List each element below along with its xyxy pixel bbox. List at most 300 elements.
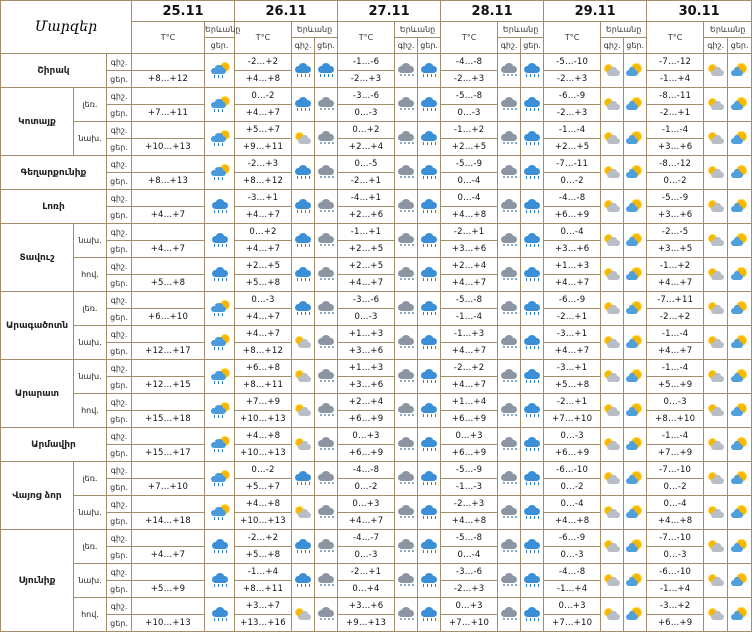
weather-icon-cell [521, 360, 544, 394]
temperature-value: +4…+7 [647, 343, 704, 360]
partly-sunny-icon [601, 505, 623, 521]
sunny-rain-icon [209, 63, 231, 79]
weather-icon-cell [728, 54, 752, 88]
weather-icon-cell [205, 360, 235, 394]
weather-icon-cell [521, 462, 544, 496]
weather-icon-cell [418, 190, 441, 224]
partly-sunny-icon [292, 403, 314, 419]
partly-sunny-icon [705, 369, 727, 385]
temperature-value: -1…-6 [338, 54, 395, 71]
weather-icon-cell [624, 394, 647, 428]
sunny-cloud-icon [624, 369, 646, 385]
partly-sunny-icon [705, 471, 727, 487]
partly-sunny-icon [705, 335, 727, 351]
snow-cloud-icon [395, 573, 417, 589]
weather-icon-cell [601, 530, 624, 564]
weather-icon-cell [292, 598, 315, 632]
weather-icon-cell [315, 190, 338, 224]
weather-icon-cell [418, 292, 441, 326]
partly-sunny-icon [601, 539, 623, 555]
partly-sunny-icon [705, 267, 727, 283]
temperature-value: +1…+3 [338, 360, 395, 377]
temperature-value: +2…+5 [235, 258, 292, 275]
temperature-value: -3…+1 [235, 190, 292, 207]
temperature-value: -6…-10 [647, 564, 704, 581]
weather-icon-cell [624, 88, 647, 122]
zone-label: լեռ. [74, 88, 107, 122]
rain-cloud-icon [418, 63, 440, 79]
rain-cloud-icon [521, 63, 543, 79]
temperature-value: 0…-2 [338, 479, 395, 496]
period-label: ցեր. [107, 581, 132, 598]
temperature-value [132, 156, 205, 173]
temperature-value: +6…+9 [441, 411, 498, 428]
rain-cloud-icon [418, 471, 440, 487]
rain-cloud-icon [292, 471, 314, 487]
region-name: Լոռի [1, 190, 107, 224]
snow-cloud-icon [498, 301, 520, 317]
snow-cloud-icon [498, 267, 520, 283]
temperature-value: -4…-7 [338, 530, 395, 547]
weather-icon-cell [498, 360, 521, 394]
zone-label: նախ. [74, 224, 107, 258]
temperature-value: 0…-4 [441, 190, 498, 207]
region-name: Արագածոտն [1, 292, 74, 360]
rain-cloud-icon [418, 505, 440, 521]
temperature-value: 0…-4 [647, 496, 704, 513]
temperature-value: -1…+4 [647, 71, 704, 88]
snow-cloud-icon [395, 131, 417, 147]
temperature-value: 0…+3 [544, 598, 601, 615]
weather-icon-cell [521, 88, 544, 122]
temperature-value: -2…+1 [441, 224, 498, 241]
temperature-value [132, 394, 205, 411]
sunny-rain-icon [209, 335, 231, 351]
snow-cloud-icon [498, 233, 520, 249]
temperature-value: -2…-5 [647, 224, 704, 241]
weather-icon-cell [728, 428, 752, 462]
date-header: 26.11 [235, 1, 338, 22]
weather-icon-cell [601, 258, 624, 292]
snow-cloud-icon [498, 199, 520, 215]
temperature-value: 0…-4 [441, 173, 498, 190]
rain-cloud-icon [418, 607, 440, 623]
table-row [1, 88, 752, 105]
table-row [1, 54, 752, 71]
rain-cloud-icon [292, 301, 314, 317]
zone-label: նախ. [74, 496, 107, 530]
sunny-rain-icon [209, 165, 231, 181]
period-label: գիշ. [107, 496, 132, 513]
sunny-cloud-icon [729, 369, 751, 385]
date-header: 25.11 [132, 1, 235, 22]
table-row [1, 598, 752, 615]
temperature-value: -5…-8 [441, 88, 498, 105]
temperature-value: +8…+12 [132, 71, 205, 88]
partly-sunny-icon [601, 97, 623, 113]
temperature-value: -5…-9 [441, 156, 498, 173]
temperature-value: +8…+11 [235, 581, 292, 598]
weather-icon-cell [315, 122, 338, 156]
weather-icon-cell [704, 598, 728, 632]
temperature-value: +3…+6 [338, 343, 395, 360]
temp-unit-header: T°C [338, 22, 395, 54]
table-row [1, 156, 752, 173]
temperature-value: +7…+10 [441, 615, 498, 632]
period-label: գիշ. [107, 462, 132, 479]
period-label: գիշ. [107, 530, 132, 547]
weather-icon-cell [521, 326, 544, 360]
snow-cloud-icon [395, 335, 417, 351]
rain-cloud-icon [521, 267, 543, 283]
partly-sunny-icon [601, 199, 623, 215]
weather-icon-cell [418, 224, 441, 258]
temperature-value: +2…+4 [441, 258, 498, 275]
weather-icon-cell [601, 564, 624, 598]
weather-icon-cell [315, 156, 338, 190]
region-name: Շիրակ [1, 54, 107, 88]
period-label: ցեր. [107, 343, 132, 360]
sunny-cloud-icon [729, 97, 751, 113]
temp-unit-header: T°C [544, 22, 601, 54]
partly-sunny-icon [705, 301, 727, 317]
weather-icon-cell [418, 54, 441, 88]
city-header: Երևանը [292, 22, 338, 38]
temperature-value: +6…+9 [544, 445, 601, 462]
rain-cloud-icon [292, 539, 314, 555]
weather-icon-cell [395, 530, 418, 564]
partly-sunny-icon [292, 369, 314, 385]
temperature-value: -4…+1 [338, 190, 395, 207]
period-label: գիշ. [107, 326, 132, 343]
sunny-rain-icon [209, 437, 231, 453]
temperature-value: -5…-9 [441, 462, 498, 479]
rain-cloud-icon [521, 505, 543, 521]
snow-cloud-icon [498, 607, 520, 623]
sunny-cloud-icon [729, 573, 751, 589]
partly-sunny-icon [705, 403, 727, 419]
snow-cloud-icon [498, 165, 520, 181]
temperature-value: -5…-10 [544, 54, 601, 71]
temperature-value: +7…+9 [647, 445, 704, 462]
rain-cloud-icon [209, 539, 231, 555]
temperature-value: +6…+8 [235, 360, 292, 377]
temperature-value: 0…-3 [647, 547, 704, 564]
weather-icon-cell [498, 326, 521, 360]
weather-icon-cell [395, 156, 418, 190]
weather-icon-cell [728, 394, 752, 428]
snow-cloud-icon [315, 607, 337, 623]
rain-cloud-icon [521, 199, 543, 215]
temperature-value: +1…+3 [544, 258, 601, 275]
table-row [1, 224, 752, 241]
temperature-value: +9…+13 [338, 615, 395, 632]
snow-cloud-icon [395, 471, 417, 487]
sunny-rain-icon [209, 505, 231, 521]
partly-sunny-icon [601, 369, 623, 385]
weather-icon-cell [704, 360, 728, 394]
temperature-value: 0…-2 [647, 479, 704, 496]
partly-sunny-icon [601, 131, 623, 147]
rain-cloud-icon [209, 199, 231, 215]
region-name: Վայոց ձոր [1, 462, 74, 530]
temperature-value [132, 326, 205, 343]
temperature-value [132, 224, 205, 241]
temperature-value: 0…-3 [338, 309, 395, 326]
temperature-value [132, 88, 205, 105]
weather-icon-cell [704, 428, 728, 462]
temperature-value: +5…+8 [132, 275, 205, 292]
snow-cloud-icon [498, 369, 520, 385]
sunny-rain-icon [209, 403, 231, 419]
period-label: ցեր. [107, 411, 132, 428]
period-header: ցեր. [418, 38, 441, 54]
period-label: ցեր. [107, 479, 132, 496]
weather-icon-cell [395, 258, 418, 292]
temperature-value: +3…+6 [647, 207, 704, 224]
temperature-value: -2…+3 [441, 496, 498, 513]
weather-icon-cell [704, 224, 728, 258]
temperature-value: +4…+7 [338, 275, 395, 292]
weather-icon-cell [315, 224, 338, 258]
partly-sunny-icon [705, 505, 727, 521]
weather-icon-cell [521, 598, 544, 632]
weather-icon-cell [292, 564, 315, 598]
rain-cloud-icon [418, 233, 440, 249]
weather-icon-cell [292, 360, 315, 394]
weather-icon-cell [521, 530, 544, 564]
sunny-rain-icon [209, 301, 231, 317]
snow-cloud-icon [315, 335, 337, 351]
temperature-value: +8…+13 [132, 173, 205, 190]
temperature-value: -6…-9 [544, 292, 601, 309]
weather-icon-cell [315, 394, 338, 428]
weather-icon-cell [521, 394, 544, 428]
date-header: 28.11 [441, 1, 544, 22]
temperature-value: +4…+7 [132, 547, 205, 564]
temperature-value: 0…-4 [544, 224, 601, 241]
weather-icon-cell [395, 564, 418, 598]
snow-cloud-icon [395, 233, 417, 249]
temperature-value: +12…+17 [132, 343, 205, 360]
temperature-value: -4…-8 [544, 190, 601, 207]
temperature-value: +15…+18 [132, 411, 205, 428]
rain-cloud-icon [418, 369, 440, 385]
partly-sunny-icon [705, 63, 727, 79]
city-header: Երևանը [704, 22, 752, 38]
weather-icon-cell [704, 530, 728, 564]
rain-cloud-icon [418, 199, 440, 215]
weather-icon-cell [498, 428, 521, 462]
temperature-value: +4…+7 [544, 343, 601, 360]
weather-icon-cell [728, 88, 752, 122]
temperature-value: +4…+8 [235, 71, 292, 88]
weather-icon-cell [624, 462, 647, 496]
period-label: ցեր. [107, 105, 132, 122]
snow-cloud-icon [395, 97, 417, 113]
snow-cloud-icon [498, 335, 520, 351]
weather-icon-cell [498, 122, 521, 156]
temperature-value: 0…-2 [544, 173, 601, 190]
weather-icon-cell [292, 122, 315, 156]
weather-icon-cell [315, 88, 338, 122]
rain-cloud-icon [418, 335, 440, 351]
snow-cloud-icon [315, 267, 337, 283]
table-row [1, 530, 752, 547]
sunny-cloud-icon [624, 301, 646, 317]
weather-icon-cell [315, 326, 338, 360]
weather-icon-cell [624, 292, 647, 326]
period-label: գիշ. [107, 88, 132, 105]
partly-sunny-icon [705, 539, 727, 555]
rain-cloud-icon [292, 573, 314, 589]
weather-icon-cell [704, 156, 728, 190]
temperature-value: -2…+1 [647, 105, 704, 122]
period-label: ցեր. [107, 615, 132, 632]
rain-cloud-icon [418, 267, 440, 283]
period-label: ցեր. [107, 513, 132, 530]
temperature-value: +4…+7 [235, 105, 292, 122]
table-row [1, 428, 752, 445]
temperature-value: +4…+8 [647, 513, 704, 530]
temperature-value [132, 530, 205, 547]
temperature-value: +5…+9 [132, 581, 205, 598]
snow-cloud-icon [315, 97, 337, 113]
city-header: Երևանը [205, 22, 235, 38]
temperature-value: 0…+3 [441, 598, 498, 615]
rain-cloud-icon [521, 233, 543, 249]
partly-sunny-icon [601, 233, 623, 249]
rain-cloud-icon [521, 335, 543, 351]
weather-icon-cell [315, 54, 338, 88]
snow-cloud-icon [498, 97, 520, 113]
temperature-value: 0…-2 [235, 88, 292, 105]
table-row [1, 496, 752, 513]
rain-cloud-icon [418, 403, 440, 419]
partly-sunny-icon [601, 335, 623, 351]
temperature-value: +2…+5 [441, 139, 498, 156]
rain-cloud-icon [418, 165, 440, 181]
snow-cloud-icon [315, 403, 337, 419]
snow-cloud-icon [395, 403, 417, 419]
sunny-cloud-icon [624, 233, 646, 249]
sunny-cloud-icon [729, 301, 751, 317]
snow-cloud-icon [498, 573, 520, 589]
temperature-value: +7…+10 [132, 479, 205, 496]
weather-icon-cell [418, 564, 441, 598]
temperature-value: -1…+4 [235, 564, 292, 581]
temperature-value: -2…+1 [544, 309, 601, 326]
partly-sunny-icon [601, 471, 623, 487]
temperature-value: +4…+7 [647, 275, 704, 292]
snow-cloud-icon [498, 505, 520, 521]
temperature-value: -3…+1 [544, 360, 601, 377]
table-row [1, 394, 752, 411]
temperature-value: +6…+9 [441, 445, 498, 462]
weather-icon-cell [498, 258, 521, 292]
temperature-value: 0…-3 [544, 547, 601, 564]
weather-icon-cell [395, 598, 418, 632]
temperature-value [132, 292, 205, 309]
sunny-cloud-icon [729, 403, 751, 419]
temperature-value: -1…-4 [544, 122, 601, 139]
rain-cloud-icon [521, 539, 543, 555]
weather-icon-cell [704, 462, 728, 496]
temperature-value [132, 360, 205, 377]
temperature-value: +4…+7 [441, 275, 498, 292]
sunny-cloud-icon [624, 403, 646, 419]
period-label: գիշ. [107, 156, 132, 173]
temperature-value: -4…-8 [441, 54, 498, 71]
weather-icon-cell [601, 122, 624, 156]
period-label: գիշ. [107, 224, 132, 241]
period-label: ցեր. [107, 241, 132, 258]
partly-sunny-icon [705, 233, 727, 249]
temperature-value: +2…+4 [338, 139, 395, 156]
temperature-value: +4…+7 [235, 326, 292, 343]
rain-cloud-icon [521, 607, 543, 623]
temperature-value: +6…+9 [647, 615, 704, 632]
zone-label: լեռ. [74, 530, 107, 564]
rain-cloud-icon [521, 369, 543, 385]
weather-icon-cell [395, 360, 418, 394]
period-label: գիշ. [107, 360, 132, 377]
temperature-value: +4…+7 [235, 241, 292, 258]
weather-icon-cell [498, 564, 521, 598]
partly-sunny-icon [292, 607, 314, 623]
period-label: ցեր. [107, 173, 132, 190]
snow-cloud-icon [498, 63, 520, 79]
partly-sunny-icon [292, 131, 314, 147]
partly-sunny-icon [705, 437, 727, 453]
partly-sunny-icon [601, 301, 623, 317]
weather-icon-cell [418, 88, 441, 122]
weather-icon-cell [521, 122, 544, 156]
weather-icon-cell [315, 496, 338, 530]
sunny-cloud-icon [729, 63, 751, 79]
weather-icon-cell [205, 394, 235, 428]
rain-cloud-icon [521, 573, 543, 589]
snow-cloud-icon [315, 573, 337, 589]
weather-icon-cell [395, 394, 418, 428]
temperature-value: -3…+1 [544, 326, 601, 343]
temperature-value: +6…+10 [132, 309, 205, 326]
sunny-cloud-icon [729, 131, 751, 147]
rain-cloud-icon [292, 97, 314, 113]
period-label: ցեր. [107, 445, 132, 462]
temperature-value: +2…+5 [338, 241, 395, 258]
period-label: գիշ. [107, 564, 132, 581]
rain-cloud-icon [521, 165, 543, 181]
temperature-value: -7…-11 [544, 156, 601, 173]
temperature-value: +3…+6 [544, 241, 601, 258]
weather-icon-cell [704, 292, 728, 326]
rain-cloud-icon [292, 267, 314, 283]
temperature-value: +10…+13 [132, 139, 205, 156]
temperature-value: +4…+7 [132, 207, 205, 224]
weather-icon-cell [624, 564, 647, 598]
weather-icon-cell [728, 462, 752, 496]
partly-sunny-icon [292, 335, 314, 351]
temperature-value: 0…-4 [544, 496, 601, 513]
temperature-value: +4…+8 [441, 207, 498, 224]
temperature-value: +14…+18 [132, 513, 205, 530]
weather-icon-cell [205, 462, 235, 496]
partly-sunny-icon [601, 607, 623, 623]
zone-label: նախ. [74, 122, 107, 156]
temperature-value: +5…+7 [235, 479, 292, 496]
temperature-value: +7…+10 [544, 411, 601, 428]
